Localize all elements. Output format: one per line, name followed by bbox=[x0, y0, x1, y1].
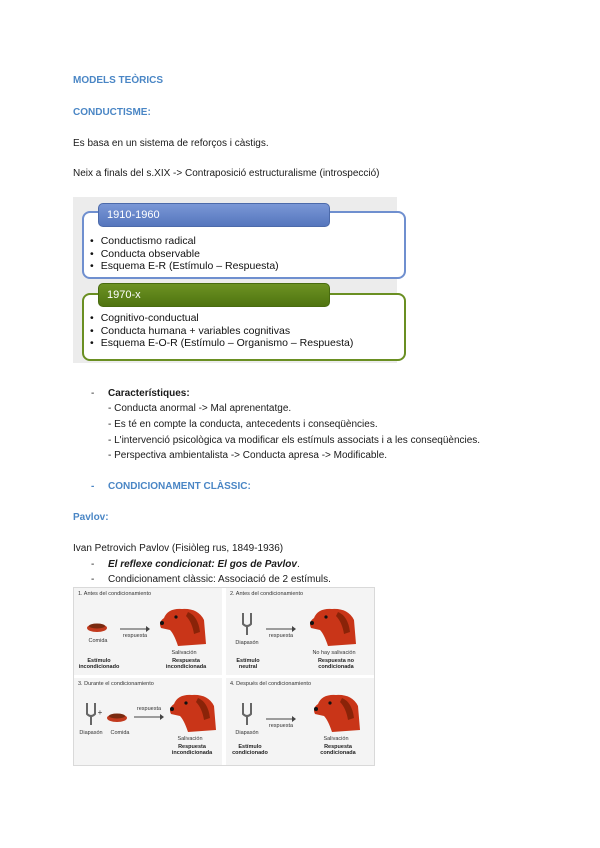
period-1-item: • Esquema E-R (Estímulo – Respuesta) bbox=[90, 260, 279, 273]
arrow-label: respuesta bbox=[122, 633, 148, 639]
food-bowl-icon bbox=[86, 620, 108, 634]
resp-label: Salivación bbox=[171, 650, 197, 656]
stim-label-2: Comida bbox=[110, 730, 130, 736]
characteristics-dash: - bbox=[91, 388, 95, 399]
period-1-item: • Conductismo radical bbox=[90, 235, 279, 248]
dog-icon bbox=[168, 690, 218, 734]
intro-line-1: Es basa en un sistema de reforços i càstigs. bbox=[73, 138, 269, 149]
stim-label: Comida bbox=[88, 638, 108, 644]
resp-label: Salivación bbox=[177, 736, 203, 742]
panel-4-title: 4. Después del condicionamiento bbox=[230, 681, 312, 687]
period-2-item: • Conducta humana + variables cognitivas bbox=[90, 325, 353, 338]
pavlov-point-1: El reflexe condicionat: El gos de Pavlov. bbox=[108, 559, 300, 570]
food-bowl-icon bbox=[106, 710, 128, 724]
stim-caption: Estímulo incondicionado bbox=[78, 658, 120, 670]
period-1-item: • Conducta observable bbox=[90, 248, 279, 261]
period-2-item: • Esquema E-O-R (Estímulo – Organismo – Respuesta) bbox=[90, 337, 353, 350]
resp-caption: Respuesta condicionada bbox=[320, 744, 356, 756]
heading-condicionament: CONDICIONAMENT CLÀSSIC: bbox=[108, 481, 251, 492]
pavlov-point-2: Condicionament clàssic: Associació de 2 estímuls. bbox=[108, 574, 331, 585]
resp-caption: Respuesta incondicionada bbox=[171, 744, 213, 756]
resp-caption: Respuesta no condicionada bbox=[317, 658, 355, 670]
dog-icon bbox=[158, 604, 208, 648]
heading-models: MODELS TEÒRICS bbox=[73, 75, 164, 86]
dog-icon bbox=[308, 604, 358, 648]
dog-icon bbox=[312, 690, 362, 734]
condicionament-dash: - bbox=[91, 481, 95, 492]
arrow-label: respuesta bbox=[268, 633, 294, 639]
heading-conductisme: CONDUCTISME: bbox=[73, 107, 151, 118]
stim-label: Diapasón bbox=[79, 730, 103, 736]
panel-2-title: 2. Antes del condicionamiento bbox=[230, 591, 304, 597]
resp-caption: Respuesta incondicionada bbox=[165, 658, 207, 670]
timeline-figure bbox=[73, 197, 397, 363]
characteristic-item: - L'intervenció psicològica va modificar els estímuls associats i a les conseqüències. bbox=[108, 435, 481, 446]
tuning-fork-icon bbox=[240, 612, 254, 636]
period-1-list bbox=[90, 235, 279, 273]
period-2-item: • Cognitivo-conductual bbox=[90, 312, 353, 325]
arrow-label: respuesta bbox=[268, 723, 294, 729]
resp-label: No hay salivación bbox=[312, 650, 356, 656]
arrow-icon bbox=[134, 714, 164, 720]
stim-label: Diapasón bbox=[235, 730, 259, 736]
period-1-header: 1910-1960 bbox=[98, 203, 330, 227]
pavlov-figure bbox=[73, 587, 375, 766]
resp-label: Salivación bbox=[323, 736, 349, 742]
tuning-fork-icon bbox=[240, 702, 254, 726]
panel-3: 3. Durante el condicionamiento + respuesta Diapasón Comida Salivación Respuesta incondicionada bbox=[74, 678, 222, 765]
period-2-header: 1970-x bbox=[98, 283, 330, 307]
pavlov-dash-1: - bbox=[91, 559, 95, 570]
characteristic-item: - Perspectiva ambientalista -> Conducta apresa -> Modificable. bbox=[108, 450, 388, 461]
arrow-label: respuesta bbox=[136, 706, 162, 712]
arrow-icon bbox=[120, 626, 150, 632]
intro-line-2: Neix a finals del s.XIX -> Contraposició estructuralisme (introspecció) bbox=[73, 168, 380, 179]
characteristic-item: - Conducta anormal -> Mal aprenentatge. bbox=[108, 403, 292, 414]
heading-pavlov: Pavlov: bbox=[73, 512, 109, 523]
period-2-list bbox=[90, 312, 353, 350]
characteristic-item: - Es té en compte la conducta, antecedents i conseqüències. bbox=[108, 419, 378, 430]
stim-label: Diapasón bbox=[235, 640, 259, 646]
pavlov-dash-2: - bbox=[91, 574, 95, 585]
panel-4 bbox=[226, 678, 374, 765]
pavlov-bio: Ivan Petrovich Pavlov (Fisiòleg rus, 1849-1936) bbox=[73, 543, 284, 554]
stim-caption: Estímulo neutral bbox=[236, 658, 260, 670]
panel-3-title: 3. Durante el condicionamiento bbox=[78, 681, 154, 687]
panel-1-title: 1. Antes del condicionamiento bbox=[78, 591, 152, 597]
arrow-icon bbox=[266, 716, 296, 722]
panel-1 bbox=[74, 588, 222, 675]
stim-caption: Estímulo condicionado bbox=[232, 744, 268, 756]
characteristics-title: Característiques: bbox=[108, 388, 190, 399]
panel-2 bbox=[226, 588, 374, 675]
arrow-icon bbox=[266, 626, 296, 632]
